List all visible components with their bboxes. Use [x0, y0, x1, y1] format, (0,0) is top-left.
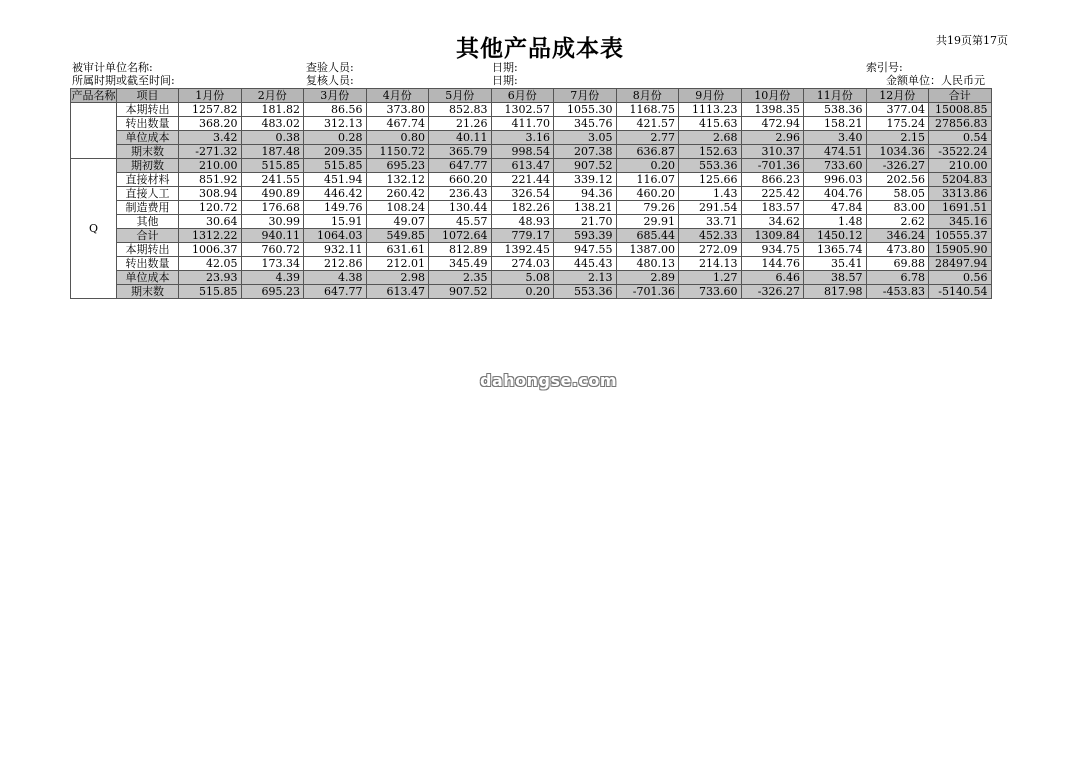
value-cell: 149.76	[304, 201, 367, 215]
value-cell: 998.54	[491, 145, 554, 159]
value-cell: 30.99	[241, 215, 304, 229]
value-cell: 3.05	[554, 131, 617, 145]
value-cell: 373.80	[366, 103, 429, 117]
value-cell: 225.42	[741, 187, 804, 201]
value-cell: 29.91	[616, 215, 679, 229]
value-cell: 472.94	[741, 117, 804, 131]
value-cell: 907.52	[554, 159, 617, 173]
value-cell: 260.42	[366, 187, 429, 201]
total-cell: -3522.24	[929, 145, 992, 159]
value-cell: -326.27	[866, 159, 929, 173]
column-header: 9月份	[679, 89, 742, 103]
value-cell: 907.52	[429, 285, 492, 299]
total-cell: -5140.54	[929, 285, 992, 299]
value-cell: 47.84	[804, 201, 867, 215]
value-cell: 86.56	[304, 103, 367, 117]
total-cell: 15905.90	[929, 243, 992, 257]
value-cell: 35.41	[804, 257, 867, 271]
date-label-1: 日期:	[492, 61, 518, 74]
value-cell: 695.23	[366, 159, 429, 173]
table-row	[71, 257, 992, 271]
value-cell: -271.32	[179, 145, 242, 159]
value-cell: 212.01	[366, 257, 429, 271]
value-cell: 5.08	[491, 271, 554, 285]
value-cell: 377.04	[866, 103, 929, 117]
value-cell: 173.34	[241, 257, 304, 271]
column-header: 4月份	[366, 89, 429, 103]
value-cell: 345.49	[429, 257, 492, 271]
value-cell: 779.17	[491, 229, 554, 243]
page-title: 其他产品成本表	[456, 36, 624, 62]
value-cell: 346.24	[866, 229, 929, 243]
table-row	[71, 285, 992, 299]
value-cell: 2.77	[616, 131, 679, 145]
value-cell: 1365.74	[804, 243, 867, 257]
value-cell: 45.57	[429, 215, 492, 229]
column-header: 7月份	[554, 89, 617, 103]
item-cell: 单位成本	[117, 271, 179, 285]
value-cell: 647.77	[429, 159, 492, 173]
table-row	[71, 103, 992, 117]
value-cell: 685.44	[616, 229, 679, 243]
product-name-cell	[71, 103, 117, 159]
value-cell: 120.72	[179, 201, 242, 215]
value-cell: 940.11	[241, 229, 304, 243]
value-cell: 538.36	[804, 103, 867, 117]
value-cell: 549.85	[366, 229, 429, 243]
value-cell: -701.36	[741, 159, 804, 173]
value-cell: 274.03	[491, 257, 554, 271]
table-row	[71, 229, 992, 243]
value-cell: 30.64	[179, 215, 242, 229]
value-cell: 446.42	[304, 187, 367, 201]
value-cell: 6.46	[741, 271, 804, 285]
value-cell: 3.42	[179, 131, 242, 145]
value-cell: 4.38	[304, 271, 367, 285]
value-cell: 760.72	[241, 243, 304, 257]
value-cell: 2.68	[679, 131, 742, 145]
value-cell: 40.11	[429, 131, 492, 145]
item-cell: 制造费用	[117, 201, 179, 215]
value-cell: 42.05	[179, 257, 242, 271]
column-header: 产品名称	[71, 88, 116, 102]
page-indicator: 共19页第17页	[936, 34, 1008, 47]
item-cell: 转出数量	[117, 257, 179, 271]
value-cell: 94.36	[554, 187, 617, 201]
value-cell: 695.23	[241, 285, 304, 299]
value-cell: 2.35	[429, 271, 492, 285]
column-header: 10月份	[741, 89, 804, 103]
item-cell: 其他	[117, 215, 179, 229]
value-cell: 467.74	[366, 117, 429, 131]
value-cell: 812.89	[429, 243, 492, 257]
value-cell: 553.36	[554, 285, 617, 299]
value-cell: 0.20	[491, 285, 554, 299]
table-row	[71, 173, 992, 187]
table-row	[71, 145, 992, 159]
value-cell: 3.40	[804, 131, 867, 145]
table-row	[71, 271, 992, 285]
value-cell: 452.33	[679, 229, 742, 243]
value-cell: 152.63	[679, 145, 742, 159]
reviewer-label: 复核人员:	[306, 74, 354, 87]
value-cell: 1113.23	[679, 103, 742, 117]
value-cell: 631.61	[366, 243, 429, 257]
table-row	[71, 243, 992, 257]
value-cell: 1257.82	[179, 103, 242, 117]
value-cell: 1064.03	[304, 229, 367, 243]
value-cell: 1309.84	[741, 229, 804, 243]
value-cell: 33.71	[679, 215, 742, 229]
value-cell: 116.07	[616, 173, 679, 187]
value-cell: 996.03	[804, 173, 867, 187]
value-cell: 130.44	[429, 201, 492, 215]
value-cell: 2.96	[741, 131, 804, 145]
value-cell: 21.70	[554, 215, 617, 229]
total-cell: 345.16	[929, 215, 992, 229]
value-cell: 932.11	[304, 243, 367, 257]
item-cell: 期末数	[117, 145, 179, 159]
table-row	[71, 215, 992, 229]
value-cell: 515.85	[179, 285, 242, 299]
column-header: 6月份	[491, 89, 554, 103]
total-cell: 210.00	[929, 159, 992, 173]
value-cell: 473.80	[866, 243, 929, 257]
value-cell: 404.76	[804, 187, 867, 201]
value-cell: 460.20	[616, 187, 679, 201]
value-cell: 158.21	[804, 117, 867, 131]
value-cell: 79.26	[616, 201, 679, 215]
value-cell: 0.20	[616, 159, 679, 173]
table-row	[71, 187, 992, 201]
value-cell: 214.13	[679, 257, 742, 271]
value-cell: 947.55	[554, 243, 617, 257]
currency-unit-label: 金额单位：人民币元	[886, 74, 985, 87]
value-cell: 421.57	[616, 117, 679, 131]
value-cell: 310.37	[741, 145, 804, 159]
value-cell: 934.75	[741, 243, 804, 257]
item-cell: 直接人工	[117, 187, 179, 201]
total-cell: 0.54	[929, 131, 992, 145]
value-cell: 451.94	[304, 173, 367, 187]
value-cell: 176.68	[241, 201, 304, 215]
table-row	[71, 159, 992, 173]
column-header: 1月份	[179, 89, 242, 103]
value-cell: 207.38	[554, 145, 617, 159]
audited-unit-label: 被审计单位名称:	[72, 61, 153, 74]
value-cell: 21.26	[429, 117, 492, 131]
value-cell: 445.43	[554, 257, 617, 271]
value-cell: 411.70	[491, 117, 554, 131]
total-cell: 1691.51	[929, 201, 992, 215]
value-cell: 212.86	[304, 257, 367, 271]
value-cell: 49.07	[366, 215, 429, 229]
value-cell: 83.00	[866, 201, 929, 215]
column-header: 项目	[117, 89, 179, 103]
value-cell: 3.16	[491, 131, 554, 145]
table-row	[71, 131, 992, 145]
value-cell: 175.24	[866, 117, 929, 131]
value-cell: 4.39	[241, 271, 304, 285]
value-cell: 0.28	[304, 131, 367, 145]
value-cell: 2.13	[554, 271, 617, 285]
total-cell: 0.56	[929, 271, 992, 285]
value-cell: 647.77	[304, 285, 367, 299]
column-header: 3月份	[304, 89, 367, 103]
value-cell: 15.91	[304, 215, 367, 229]
value-cell: 1006.37	[179, 243, 242, 257]
value-cell: 108.24	[366, 201, 429, 215]
column-header: 5月份	[429, 89, 492, 103]
value-cell: 490.89	[241, 187, 304, 201]
value-cell: 132.12	[366, 173, 429, 187]
item-cell: 期初数	[117, 159, 179, 173]
value-cell: 181.82	[241, 103, 304, 117]
value-cell: 312.13	[304, 117, 367, 131]
value-cell: 660.20	[429, 173, 492, 187]
value-cell: 182.26	[491, 201, 554, 215]
table-row	[71, 201, 992, 215]
item-cell: 本期转出	[117, 243, 179, 257]
item-cell: 本期转出	[117, 103, 179, 117]
value-cell: 291.54	[679, 201, 742, 215]
value-cell: 209.35	[304, 145, 367, 159]
value-cell: 48.93	[491, 215, 554, 229]
value-cell: 1150.72	[366, 145, 429, 159]
index-number-label: 索引号:	[866, 61, 903, 74]
value-cell: 365.79	[429, 145, 492, 159]
column-header: 合计	[929, 89, 992, 103]
value-cell: 1.48	[804, 215, 867, 229]
value-cell: 1312.22	[179, 229, 242, 243]
value-cell: 144.76	[741, 257, 804, 271]
value-cell: 515.85	[304, 159, 367, 173]
value-cell: 483.02	[241, 117, 304, 131]
table-header-row	[71, 89, 992, 103]
total-cell: 3313.86	[929, 187, 992, 201]
value-cell: 733.60	[679, 285, 742, 299]
inspector-label: 查验人员:	[306, 61, 354, 74]
item-cell: 直接材料	[117, 173, 179, 187]
item-cell: 单位成本	[117, 131, 179, 145]
value-cell: 852.83	[429, 103, 492, 117]
value-cell: 733.60	[804, 159, 867, 173]
value-cell: 1387.00	[616, 243, 679, 257]
value-cell: 1072.64	[429, 229, 492, 243]
value-cell: 2.15	[866, 131, 929, 145]
item-cell: 合计	[117, 229, 179, 243]
value-cell: 1.27	[679, 271, 742, 285]
table-body	[71, 103, 992, 299]
value-cell: 345.76	[554, 117, 617, 131]
total-cell: 28497.94	[929, 257, 992, 271]
value-cell: 1034.36	[866, 145, 929, 159]
value-cell: 6.78	[866, 271, 929, 285]
value-cell: 23.93	[179, 271, 242, 285]
value-cell: 480.13	[616, 257, 679, 271]
value-cell: 851.92	[179, 173, 242, 187]
date-label-2: 日期:	[492, 74, 518, 87]
value-cell: 69.88	[866, 257, 929, 271]
period-label: 所属时期或截至时间:	[72, 74, 175, 87]
table-row	[71, 117, 992, 131]
value-cell: 817.98	[804, 285, 867, 299]
value-cell: 272.09	[679, 243, 742, 257]
value-cell: 0.38	[241, 131, 304, 145]
column-header: 2月份	[241, 89, 304, 103]
value-cell: 515.85	[241, 159, 304, 173]
value-cell: 0.80	[366, 131, 429, 145]
value-cell: 866.23	[741, 173, 804, 187]
value-cell: 2.89	[616, 271, 679, 285]
value-cell: 308.94	[179, 187, 242, 201]
product-name-cell: Q	[71, 159, 117, 299]
value-cell: 1398.35	[741, 103, 804, 117]
total-cell: 10555.37	[929, 229, 992, 243]
column-header: 12月份	[866, 89, 929, 103]
value-cell: -326.27	[741, 285, 804, 299]
value-cell: 1.43	[679, 187, 742, 201]
value-cell: 368.20	[179, 117, 242, 131]
value-cell: 1450.12	[804, 229, 867, 243]
column-header: 8月份	[616, 89, 679, 103]
item-cell: 转出数量	[117, 117, 179, 131]
value-cell: 339.12	[554, 173, 617, 187]
value-cell: 553.36	[679, 159, 742, 173]
total-cell: 27856.83	[929, 117, 992, 131]
value-cell: 593.39	[554, 229, 617, 243]
value-cell: 326.54	[491, 187, 554, 201]
watermark: dahongse.com	[480, 371, 618, 390]
value-cell: 58.05	[866, 187, 929, 201]
value-cell: 2.62	[866, 215, 929, 229]
total-cell: 15008.85	[929, 103, 992, 117]
value-cell: 210.00	[179, 159, 242, 173]
value-cell: 1302.57	[491, 103, 554, 117]
value-cell: 138.21	[554, 201, 617, 215]
value-cell: 183.57	[741, 201, 804, 215]
value-cell: 2.98	[366, 271, 429, 285]
value-cell: 474.51	[804, 145, 867, 159]
value-cell: 34.62	[741, 215, 804, 229]
value-cell: 187.48	[241, 145, 304, 159]
value-cell: 241.55	[241, 173, 304, 187]
value-cell: 38.57	[804, 271, 867, 285]
total-cell: 5204.83	[929, 173, 992, 187]
value-cell: 1392.45	[491, 243, 554, 257]
value-cell: 202.56	[866, 173, 929, 187]
value-cell: 1055.30	[554, 103, 617, 117]
cost-table	[70, 88, 992, 299]
value-cell: 613.47	[491, 159, 554, 173]
value-cell: 236.43	[429, 187, 492, 201]
value-cell: 415.63	[679, 117, 742, 131]
item-cell: 期末数	[117, 285, 179, 299]
value-cell: 613.47	[366, 285, 429, 299]
value-cell: 1168.75	[616, 103, 679, 117]
value-cell: 221.44	[491, 173, 554, 187]
value-cell: -701.36	[616, 285, 679, 299]
value-cell: -453.83	[866, 285, 929, 299]
column-header: 11月份	[804, 89, 867, 103]
value-cell: 125.66	[679, 173, 742, 187]
value-cell: 636.87	[616, 145, 679, 159]
